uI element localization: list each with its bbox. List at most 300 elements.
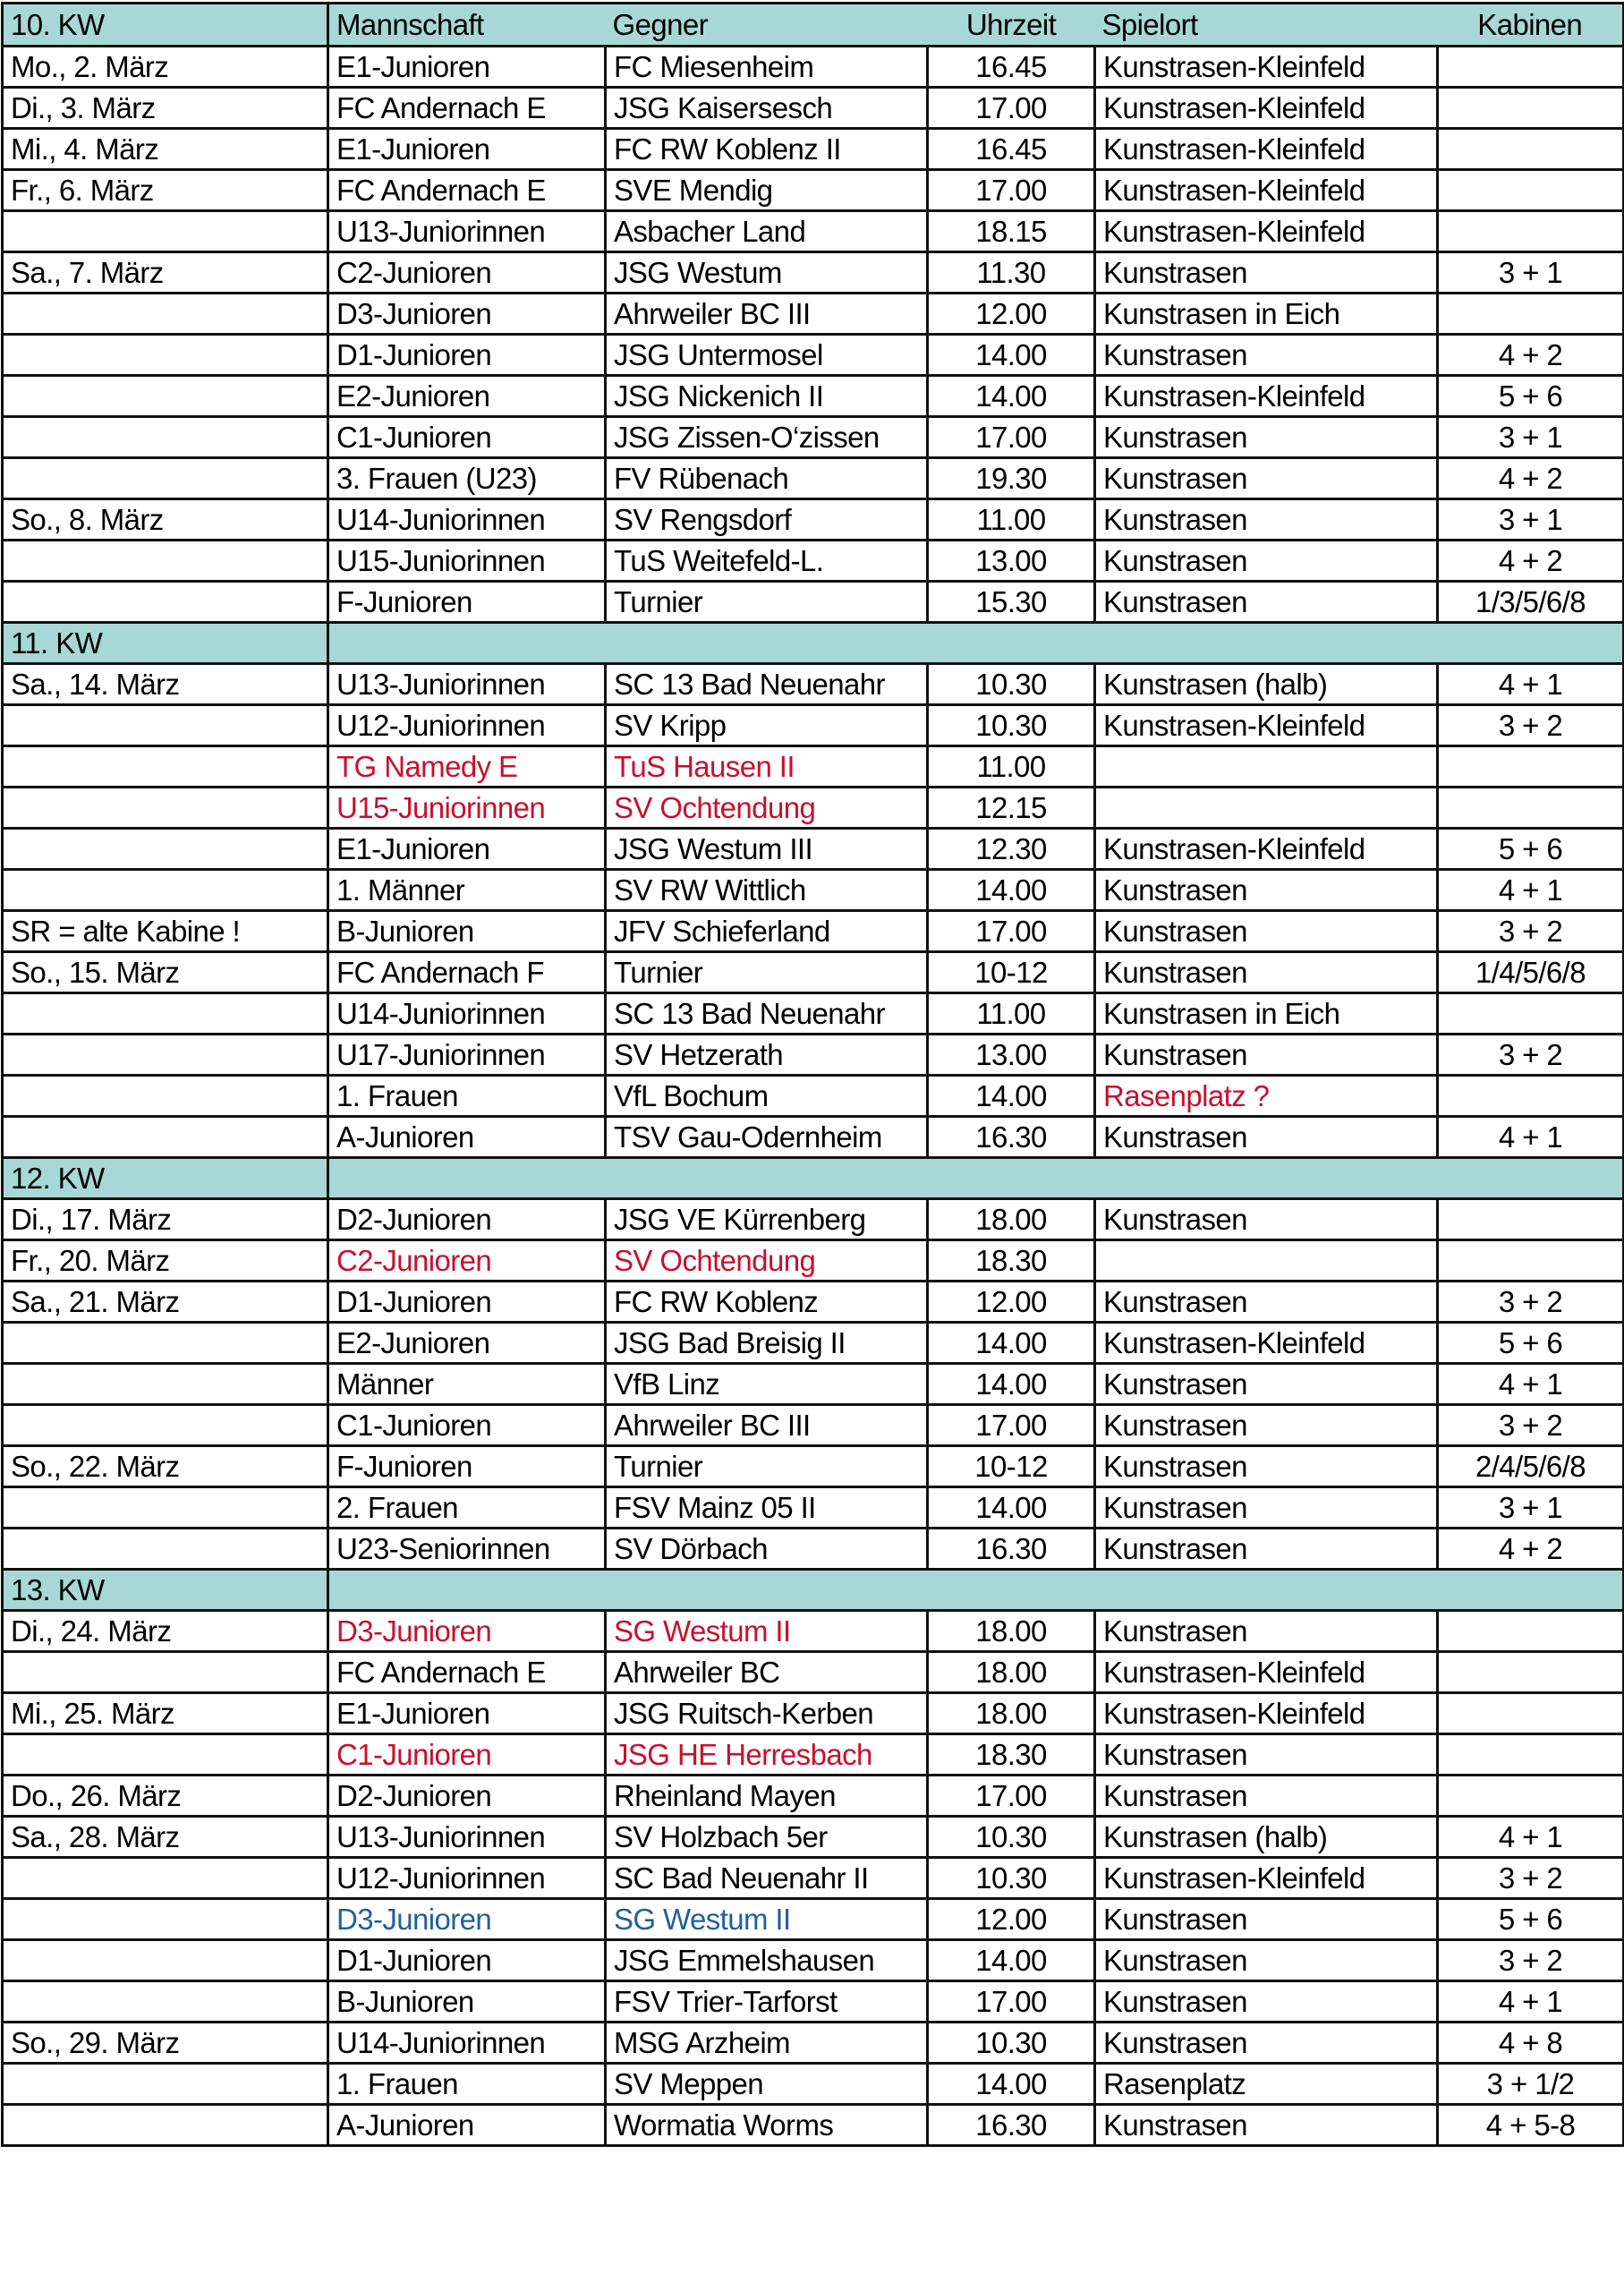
venue-cell: Kunstrasen-Kleinfeld xyxy=(1095,1652,1438,1693)
date-cell: Sa., 7. März xyxy=(3,252,328,294)
time-cell: 18.30 xyxy=(928,1734,1095,1776)
table-row xyxy=(3,294,1624,335)
time-cell: 17.00 xyxy=(928,1981,1095,2023)
table-row xyxy=(3,88,1624,129)
date-cell: So., 29. März xyxy=(3,2023,328,2064)
cabins-cell xyxy=(1438,993,1624,1035)
venue-cell: Kunstrasen xyxy=(1095,335,1438,376)
cabins-cell: 3 + 2 xyxy=(1438,911,1624,952)
table-row xyxy=(3,746,1624,788)
cabins-cell: 3 + 2 xyxy=(1438,1035,1624,1076)
opponent-cell: JSG HE Herresbach xyxy=(606,1734,928,1776)
date-cell xyxy=(3,1035,328,1076)
cabins-cell: 3 + 1/2 xyxy=(1438,2064,1624,2105)
team-cell: Männer xyxy=(328,1364,606,1405)
team-cell: D1-Junioren xyxy=(328,335,606,376)
date-cell xyxy=(3,993,328,1035)
team-cell: D2-Junioren xyxy=(328,1776,606,1817)
opponent-cell: FC Miesenheim xyxy=(606,47,928,88)
venue-cell: Kunstrasen xyxy=(1095,458,1438,499)
opponent-cell: Turnier xyxy=(606,952,928,993)
time-cell: 16.30 xyxy=(928,1117,1095,1158)
cabins-cell: 4 + 2 xyxy=(1438,458,1624,499)
date-cell: Di., 24. März xyxy=(3,1611,328,1652)
time-cell: 10-12 xyxy=(928,1446,1095,1487)
date-cell xyxy=(3,582,328,623)
team-cell: 1. Frauen xyxy=(328,1076,606,1117)
opponent-cell: SV Rengsdorf xyxy=(606,499,928,541)
date-cell xyxy=(3,417,328,458)
time-cell: 11.00 xyxy=(928,993,1095,1035)
venue-cell: Kunstrasen xyxy=(1095,1035,1438,1076)
time-cell: 12.00 xyxy=(928,294,1095,335)
table-row xyxy=(3,993,1624,1035)
venue-cell: Kunstrasen xyxy=(1095,499,1438,541)
table-row xyxy=(3,1199,1624,1240)
opponent-cell: Rheinland Mayen xyxy=(606,1776,928,1817)
time-cell: 10.30 xyxy=(928,1858,1095,1899)
venue-cell: Kunstrasen-Kleinfeld xyxy=(1095,88,1438,129)
table-row xyxy=(3,170,1624,211)
time-cell: 14.00 xyxy=(928,1940,1095,1981)
cabins-cell: 4 + 1 xyxy=(1438,1817,1624,1858)
opponent-cell: SV Meppen xyxy=(606,2064,928,2105)
time-cell: 13.00 xyxy=(928,541,1095,582)
time-cell: 16.45 xyxy=(928,129,1095,170)
team-cell: E2-Junioren xyxy=(328,376,606,417)
cabins-cell: 3 + 1 xyxy=(1438,252,1624,294)
venue-cell: Kunstrasen xyxy=(1095,1529,1438,1570)
cabins-cell: 4 + 1 xyxy=(1438,1364,1624,1405)
cabins-cell xyxy=(1438,1199,1624,1240)
table-row xyxy=(3,499,1624,541)
table-row xyxy=(3,582,1624,623)
venue-cell: Kunstrasen xyxy=(1095,417,1438,458)
opponent-cell: SV Kripp xyxy=(606,705,928,746)
opponent-cell: VfL Bochum xyxy=(606,1076,928,1117)
cabins-cell: 2/4/5/6/8 xyxy=(1438,1446,1624,1487)
time-cell: 14.00 xyxy=(928,1076,1095,1117)
date-cell: So., 22. März xyxy=(3,1446,328,1487)
time-cell: 16.45 xyxy=(928,47,1095,88)
team-cell: D3-Junioren xyxy=(328,1611,606,1652)
date-cell: Do., 26. März xyxy=(3,1776,328,1817)
venue-cell: Kunstrasen xyxy=(1095,582,1438,623)
team-cell: E1-Junioren xyxy=(328,129,606,170)
date-cell xyxy=(3,870,328,911)
cabins-cell xyxy=(1438,1076,1624,1117)
date-cell xyxy=(3,2064,328,2105)
team-cell: F-Junioren xyxy=(328,1446,606,1487)
week-separator-row xyxy=(3,1158,1624,1199)
time-cell: 16.30 xyxy=(928,2105,1095,2146)
week-label: 10. KW xyxy=(3,4,328,47)
date-cell: Mi., 4. März xyxy=(3,129,328,170)
date-cell: Fr., 20. März xyxy=(3,1240,328,1282)
table-row xyxy=(3,1652,1624,1693)
date-cell: Mo., 2. März xyxy=(3,47,328,88)
opponent-cell: VfB Linz xyxy=(606,1364,928,1405)
team-cell: U13-Juniorinnen xyxy=(328,211,606,252)
table-row xyxy=(3,1899,1624,1940)
time-cell: 18.30 xyxy=(928,1240,1095,1282)
venue-cell: Kunstrasen xyxy=(1095,1405,1438,1446)
venue-cell: Kunstrasen xyxy=(1095,1199,1438,1240)
cabins-cell: 5 + 6 xyxy=(1438,376,1624,417)
date-cell xyxy=(3,1076,328,1117)
date-cell: Di., 17. März xyxy=(3,1199,328,1240)
cabins-cell xyxy=(1438,294,1624,335)
opponent-cell: JSG Nickenich II xyxy=(606,376,928,417)
opponent-cell: SV Holzbach 5er xyxy=(606,1817,928,1858)
time-cell: 19.30 xyxy=(928,458,1095,499)
team-cell: U13-Juniorinnen xyxy=(328,1817,606,1858)
venue-cell: Kunstrasen xyxy=(1095,1364,1438,1405)
table-row xyxy=(3,335,1624,376)
opponent-cell: SV Ochtendung xyxy=(606,788,928,829)
cabins-cell: 5 + 6 xyxy=(1438,1323,1624,1364)
venue-cell: Kunstrasen-Kleinfeld xyxy=(1095,47,1438,88)
team-cell: A-Junioren xyxy=(328,1117,606,1158)
table-row xyxy=(3,2064,1624,2105)
venue-cell: Kunstrasen xyxy=(1095,1282,1438,1323)
table-row xyxy=(3,829,1624,870)
table-row xyxy=(3,47,1624,88)
opponent-cell: JSG Emmelshausen xyxy=(606,1940,928,1981)
venue-cell: Kunstrasen-Kleinfeld xyxy=(1095,170,1438,211)
table-row xyxy=(3,1611,1624,1652)
opponent-cell: Asbacher Land xyxy=(606,211,928,252)
week-separator-row xyxy=(3,623,1624,664)
cabins-cell xyxy=(1438,1776,1624,1817)
table-row xyxy=(3,1776,1624,1817)
column-header-opponent: Gegner xyxy=(606,4,928,47)
cabins-cell: 3 + 2 xyxy=(1438,705,1624,746)
time-cell: 10.30 xyxy=(928,705,1095,746)
team-cell: D1-Junioren xyxy=(328,1282,606,1323)
time-cell: 18.00 xyxy=(928,1693,1095,1734)
table-row xyxy=(3,1282,1624,1323)
team-cell: D1-Junioren xyxy=(328,1940,606,1981)
venue-cell: Rasenplatz xyxy=(1095,2064,1438,2105)
table-row xyxy=(3,1076,1624,1117)
opponent-cell: TuS Hausen II xyxy=(606,746,928,788)
time-cell: 17.00 xyxy=(928,911,1095,952)
table-row xyxy=(3,1487,1624,1529)
date-cell xyxy=(3,376,328,417)
table-row xyxy=(3,2023,1624,2064)
venue-cell: Kunstrasen xyxy=(1095,2023,1438,2064)
table-row xyxy=(3,1693,1624,1734)
opponent-cell: Wormatia Worms xyxy=(606,2105,928,2146)
venue-cell: Kunstrasen-Kleinfeld xyxy=(1095,1323,1438,1364)
team-cell: C1-Junioren xyxy=(328,417,606,458)
team-cell: C1-Junioren xyxy=(328,1734,606,1776)
cabins-cell xyxy=(1438,129,1624,170)
time-cell: 14.00 xyxy=(928,2064,1095,2105)
opponent-cell: JSG Bad Breisig II xyxy=(606,1323,928,1364)
column-header-team: Mannschaft xyxy=(328,4,606,47)
cabins-cell xyxy=(1438,788,1624,829)
cabins-cell: 5 + 6 xyxy=(1438,1899,1624,1940)
cabins-cell xyxy=(1438,47,1624,88)
cabins-cell xyxy=(1438,1652,1624,1693)
table-row xyxy=(3,911,1624,952)
venue-cell: Kunstrasen xyxy=(1095,541,1438,582)
time-cell: 11.30 xyxy=(928,252,1095,294)
cabins-cell: 1/3/5/6/8 xyxy=(1438,582,1624,623)
table-row xyxy=(3,1529,1624,1570)
date-cell xyxy=(3,1487,328,1529)
table-row xyxy=(3,1734,1624,1776)
opponent-cell: SV Ochtendung xyxy=(606,1240,928,1282)
time-cell: 18.15 xyxy=(928,211,1095,252)
date-cell xyxy=(3,1734,328,1776)
week-separator-fill xyxy=(328,1158,1624,1199)
time-cell: 10.30 xyxy=(928,2023,1095,2064)
opponent-cell: SV RW Wittlich xyxy=(606,870,928,911)
table-row xyxy=(3,417,1624,458)
date-cell xyxy=(3,1323,328,1364)
date-cell xyxy=(3,1858,328,1899)
opponent-cell: SG Westum II xyxy=(606,1899,928,1940)
column-header-time: Uhrzeit xyxy=(928,4,1095,47)
table-row xyxy=(3,1940,1624,1981)
table-row xyxy=(3,2105,1624,2146)
cabins-cell: 4 + 5-8 xyxy=(1438,2105,1624,2146)
time-cell: 10-12 xyxy=(928,952,1095,993)
venue-cell: Rasenplatz ? xyxy=(1095,1076,1438,1117)
time-cell: 14.00 xyxy=(928,335,1095,376)
cabins-cell: 3 + 1 xyxy=(1438,1487,1624,1529)
team-cell: U12-Juniorinnen xyxy=(328,705,606,746)
date-cell xyxy=(3,1529,328,1570)
opponent-cell: JSG Zissen-O‘zissen xyxy=(606,417,928,458)
date-cell: Mi., 25. März xyxy=(3,1693,328,1734)
date-cell: SR = alte Kabine ! xyxy=(3,911,328,952)
venue-cell: Kunstrasen-Kleinfeld xyxy=(1095,705,1438,746)
venue-cell xyxy=(1095,1240,1438,1282)
time-cell: 18.00 xyxy=(928,1199,1095,1240)
venue-cell: Kunstrasen xyxy=(1095,952,1438,993)
opponent-cell: Ahrweiler BC xyxy=(606,1652,928,1693)
venue-cell: Kunstrasen-Kleinfeld xyxy=(1095,211,1438,252)
table-row xyxy=(3,1981,1624,2023)
team-cell: A-Junioren xyxy=(328,2105,606,2146)
cabins-cell xyxy=(1438,746,1624,788)
date-cell: Sa., 14. März xyxy=(3,664,328,705)
venue-cell: Kunstrasen-Kleinfeld xyxy=(1095,829,1438,870)
opponent-cell: JSG Ruitsch-Kerben xyxy=(606,1693,928,1734)
venue-cell: Kunstrasen in Eich xyxy=(1095,993,1438,1035)
date-cell xyxy=(3,705,328,746)
opponent-cell: SC 13 Bad Neuenahr xyxy=(606,993,928,1035)
table-row xyxy=(3,1035,1624,1076)
table-row xyxy=(3,870,1624,911)
time-cell: 14.00 xyxy=(928,1323,1095,1364)
opponent-cell: SV Dörbach xyxy=(606,1529,928,1570)
week-separator-row xyxy=(3,1570,1624,1611)
cabins-cell: 4 + 1 xyxy=(1438,870,1624,911)
cabins-cell: 4 + 1 xyxy=(1438,1981,1624,2023)
cabins-cell: 1/4/5/6/8 xyxy=(1438,952,1624,993)
opponent-cell: FC RW Koblenz xyxy=(606,1282,928,1323)
time-cell: 14.00 xyxy=(928,376,1095,417)
team-cell: 1. Männer xyxy=(328,870,606,911)
opponent-cell: Ahrweiler BC III xyxy=(606,294,928,335)
opponent-cell: TuS Weitefeld-L. xyxy=(606,541,928,582)
opponent-cell: FSV Mainz 05 II xyxy=(606,1487,928,1529)
venue-cell: Kunstrasen xyxy=(1095,1899,1438,1940)
venue-cell: Kunstrasen xyxy=(1095,1117,1438,1158)
opponent-cell: JSG Untermosel xyxy=(606,335,928,376)
week-label: 12. KW xyxy=(3,1158,328,1199)
cabins-cell: 4 + 2 xyxy=(1438,335,1624,376)
team-cell: E1-Junioren xyxy=(328,1693,606,1734)
time-cell: 13.00 xyxy=(928,1035,1095,1076)
table-row xyxy=(3,1117,1624,1158)
time-cell: 11.00 xyxy=(928,499,1095,541)
table-header-row xyxy=(3,4,1624,47)
opponent-cell: Turnier xyxy=(606,582,928,623)
venue-cell: Kunstrasen xyxy=(1095,870,1438,911)
cabins-cell: 3 + 1 xyxy=(1438,499,1624,541)
time-cell: 10.30 xyxy=(928,1817,1095,1858)
team-cell: C2-Junioren xyxy=(328,1240,606,1282)
team-cell: D3-Junioren xyxy=(328,1899,606,1940)
team-cell: FC Andernach F xyxy=(328,952,606,993)
team-cell: U14-Juniorinnen xyxy=(328,2023,606,2064)
cabins-cell: 3 + 2 xyxy=(1438,1858,1624,1899)
column-header-venue: Spielort xyxy=(1095,4,1438,47)
team-cell: U13-Juniorinnen xyxy=(328,664,606,705)
time-cell: 12.00 xyxy=(928,1899,1095,1940)
date-cell xyxy=(3,829,328,870)
venue-cell: Kunstrasen-Kleinfeld xyxy=(1095,376,1438,417)
cabins-cell: 3 + 2 xyxy=(1438,1405,1624,1446)
cabins-cell: 3 + 1 xyxy=(1438,417,1624,458)
team-cell: FC Andernach E xyxy=(328,1652,606,1693)
table-row xyxy=(3,664,1624,705)
cabins-cell: 5 + 6 xyxy=(1438,829,1624,870)
team-cell: E1-Junioren xyxy=(328,829,606,870)
team-cell: C2-Junioren xyxy=(328,252,606,294)
opponent-cell: SV Hetzerath xyxy=(606,1035,928,1076)
team-cell: U15-Juniorinnen xyxy=(328,541,606,582)
opponent-cell: JFV Schieferland xyxy=(606,911,928,952)
cabins-cell: 3 + 2 xyxy=(1438,1940,1624,1981)
opponent-cell: JSG Westum III xyxy=(606,829,928,870)
week-label: 11. KW xyxy=(3,623,328,664)
venue-cell xyxy=(1095,788,1438,829)
opponent-cell: SC Bad Neuenahr II xyxy=(606,1858,928,1899)
date-cell xyxy=(3,1652,328,1693)
venue-cell: Kunstrasen xyxy=(1095,1487,1438,1529)
opponent-cell: Turnier xyxy=(606,1446,928,1487)
team-cell: U17-Juniorinnen xyxy=(328,1035,606,1076)
team-cell: U14-Juniorinnen xyxy=(328,499,606,541)
time-cell: 14.00 xyxy=(928,870,1095,911)
date-cell: Sa., 21. März xyxy=(3,1282,328,1323)
venue-cell: Kunstrasen (halb) xyxy=(1095,1817,1438,1858)
cabins-cell xyxy=(1438,211,1624,252)
opponent-cell: SVE Mendig xyxy=(606,170,928,211)
table-row xyxy=(3,1323,1624,1364)
cabins-cell xyxy=(1438,1611,1624,1652)
date-cell xyxy=(3,788,328,829)
venue-cell: Kunstrasen-Kleinfeld xyxy=(1095,1693,1438,1734)
team-cell: F-Junioren xyxy=(328,582,606,623)
date-cell xyxy=(3,2105,328,2146)
table-row xyxy=(3,788,1624,829)
opponent-cell: FSV Trier-Tarforst xyxy=(606,1981,928,2023)
venue-cell: Kunstrasen xyxy=(1095,2105,1438,2146)
cabins-cell xyxy=(1438,1693,1624,1734)
team-cell: E1-Junioren xyxy=(328,47,606,88)
venue-cell: Kunstrasen xyxy=(1095,1734,1438,1776)
team-cell: TG Namedy E xyxy=(328,746,606,788)
time-cell: 14.00 xyxy=(928,1487,1095,1529)
time-cell: 16.30 xyxy=(928,1529,1095,1570)
table-row xyxy=(3,1446,1624,1487)
venue-cell: Kunstrasen xyxy=(1095,1981,1438,2023)
cabins-cell: 4 + 2 xyxy=(1438,1529,1624,1570)
time-cell: 15.30 xyxy=(928,582,1095,623)
table-row xyxy=(3,1240,1624,1282)
table-row xyxy=(3,252,1624,294)
date-cell: Fr., 6. März xyxy=(3,170,328,211)
date-cell xyxy=(3,294,328,335)
time-cell: 10.30 xyxy=(928,664,1095,705)
week-separator-fill xyxy=(328,623,1624,664)
date-cell xyxy=(3,211,328,252)
table-row xyxy=(3,376,1624,417)
time-cell: 17.00 xyxy=(928,1405,1095,1446)
date-cell xyxy=(3,1981,328,2023)
opponent-cell: SG Westum II xyxy=(606,1611,928,1652)
table-row xyxy=(3,1405,1624,1446)
venue-cell xyxy=(1095,746,1438,788)
date-cell xyxy=(3,541,328,582)
column-header-cabins: Kabinen xyxy=(1438,4,1624,47)
date-cell xyxy=(3,1364,328,1405)
opponent-cell: MSG Arzheim xyxy=(606,2023,928,2064)
date-cell: Sa., 28. März xyxy=(3,1817,328,1858)
venue-cell: Kunstrasen xyxy=(1095,1776,1438,1817)
venue-cell: Kunstrasen xyxy=(1095,252,1438,294)
team-cell: D3-Junioren xyxy=(328,294,606,335)
cabins-cell: 4 + 2 xyxy=(1438,541,1624,582)
team-cell: U23-Seniorinnen xyxy=(328,1529,606,1570)
team-cell: U15-Juniorinnen xyxy=(328,788,606,829)
time-cell: 18.00 xyxy=(928,1611,1095,1652)
opponent-cell: Ahrweiler BC III xyxy=(606,1405,928,1446)
date-cell xyxy=(3,1899,328,1940)
date-cell: So., 8. März xyxy=(3,499,328,541)
opponent-cell: JSG VE Kürrenberg xyxy=(606,1199,928,1240)
opponent-cell: FV Rübenach xyxy=(606,458,928,499)
venue-cell: Kunstrasen in Eich xyxy=(1095,294,1438,335)
team-cell: B-Junioren xyxy=(328,1981,606,2023)
time-cell: 18.00 xyxy=(928,1652,1095,1693)
team-cell: 1. Frauen xyxy=(328,2064,606,2105)
date-cell: So., 15. März xyxy=(3,952,328,993)
time-cell: 12.30 xyxy=(928,829,1095,870)
table-row xyxy=(3,541,1624,582)
time-cell: 17.00 xyxy=(928,417,1095,458)
date-cell xyxy=(3,335,328,376)
team-cell: D2-Junioren xyxy=(328,1199,606,1240)
